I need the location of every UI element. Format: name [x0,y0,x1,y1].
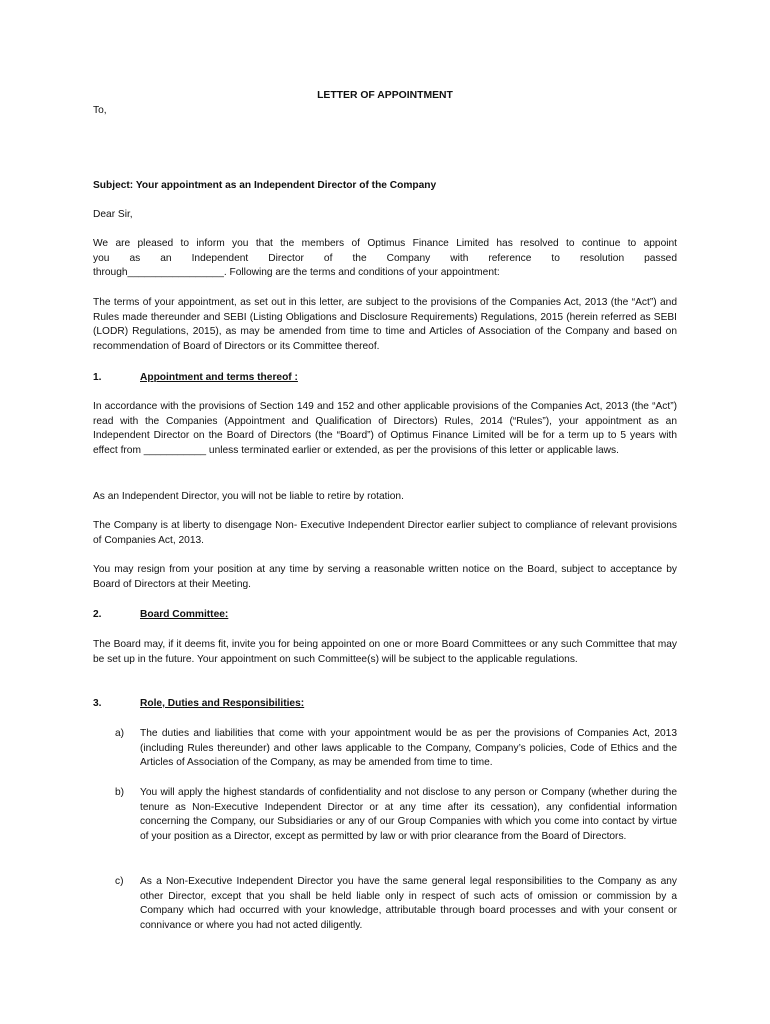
intro-line: you as an Independent Director of the Company with reference to resolution passed [93,252,677,264]
list-item: You will apply the highest standards of confidentiality and not disclose to any person or Company (whether during the tenure as Non-Executive Independent Director or at any time after its cessation), any confidential information concerning the Company, our Subsidiaries or any of our Group Companies with which you come into contact by virtue of your position as a Director, except as permitted by law or with prior clearance from the Board of Directors. [140,787,677,842]
list-item: The duties and liabilities that come with your appointment would be as per the provisions of Companies Act, 2013 (including Rules thereunder) and other laws applicable to the Company, Company’s policies, Code of Ethics and the Articles of Association of the Company, as may be amended from time to time. [140,728,677,769]
section-number: 1. [93,372,102,383]
salutation: Dear Sir, [93,209,133,220]
terms-paragraph: The terms of your appointment, as set out in this letter, are subject to the provisions of the Companies Act, 2013 (the “Act”) and Rules made thereunder and SEBI (Listing Obligations and Disclosure Requirements) Regulations, 2015 (herein referred as SEBI (LODR) Regulations, 2015), as may be amended from time to time and Articles of Association of the Company and based on recommendation of Board of Directors or its Committee thereof. [93,297,677,352]
list-item-marker: b) [115,787,125,798]
list-item: As a Non-Executive Independent Director you have the same general legal responsibilities to the Company as any other Director, except that you shall be held liable only in respect of such acts of omission or commission by a Company which had occurred with your knowledge, attributable through board processes and with your consent or connivance or where you had not acted diligently. [140,876,677,931]
letter-title: LETTER OF APPOINTMENT [317,90,453,101]
committee-paragraph: The Board may, if it deems fit, invite you for being appointed on one or more Board Committees or any such Committee that may be set up in the future. Your appointment on such Committee(s) will be subject to the applicable regulations. [93,639,677,665]
section-number: 2. [93,609,102,620]
section-number: 3. [93,698,102,709]
section-heading: Role, Duties and Responsibilities: [140,698,305,709]
rotation-paragraph: As an Independent Director, you will not be liable to retire by rotation. [93,491,404,502]
section-heading: Appointment and terms thereof : [140,372,298,383]
recipient-line: To, [93,105,107,116]
list-item-marker: a) [115,728,125,739]
disengage-paragraph: The Company is at liberty to disengage Non- Executive Independent Director earlier subject to compliance of relevant provisions of Companies Act, 2013. [93,520,677,546]
intro-paragraph [93,237,677,281]
intro-line: We are pleased to inform you that the members of Optimus Finance Limited has resolved to continue to appoint [93,238,677,249]
subject-line: Subject: Your appointment as an Independent Director of the Company [93,180,437,191]
section-heading: Board Committee: [140,609,229,620]
resignation-paragraph: You may resign from your position at any time by serving a reasonable written notice on the Board, subject to acceptance by Board of Directors at their Meeting. [93,564,677,590]
intro-line: through_________________. Following are the terms and conditions of your appointment: [93,267,500,279]
list-item-marker: c) [115,876,124,887]
appointment-paragraph: In accordance with the provisions of Section 149 and 152 and other applicable provisions of the Companies Act, 2013 (the “Act”) read with the Companies (Appointment and Qualification of Directors) Rules, 2014 (“Rules”), your appointment as an Independent Director on the Board of Directors (the “Board”) of Optimus Finance Limited will be for a term up to 5 years with effect from ___________ unless terminated earlier or extended, as per the provisions of this letter or applicable laws. [93,401,677,456]
